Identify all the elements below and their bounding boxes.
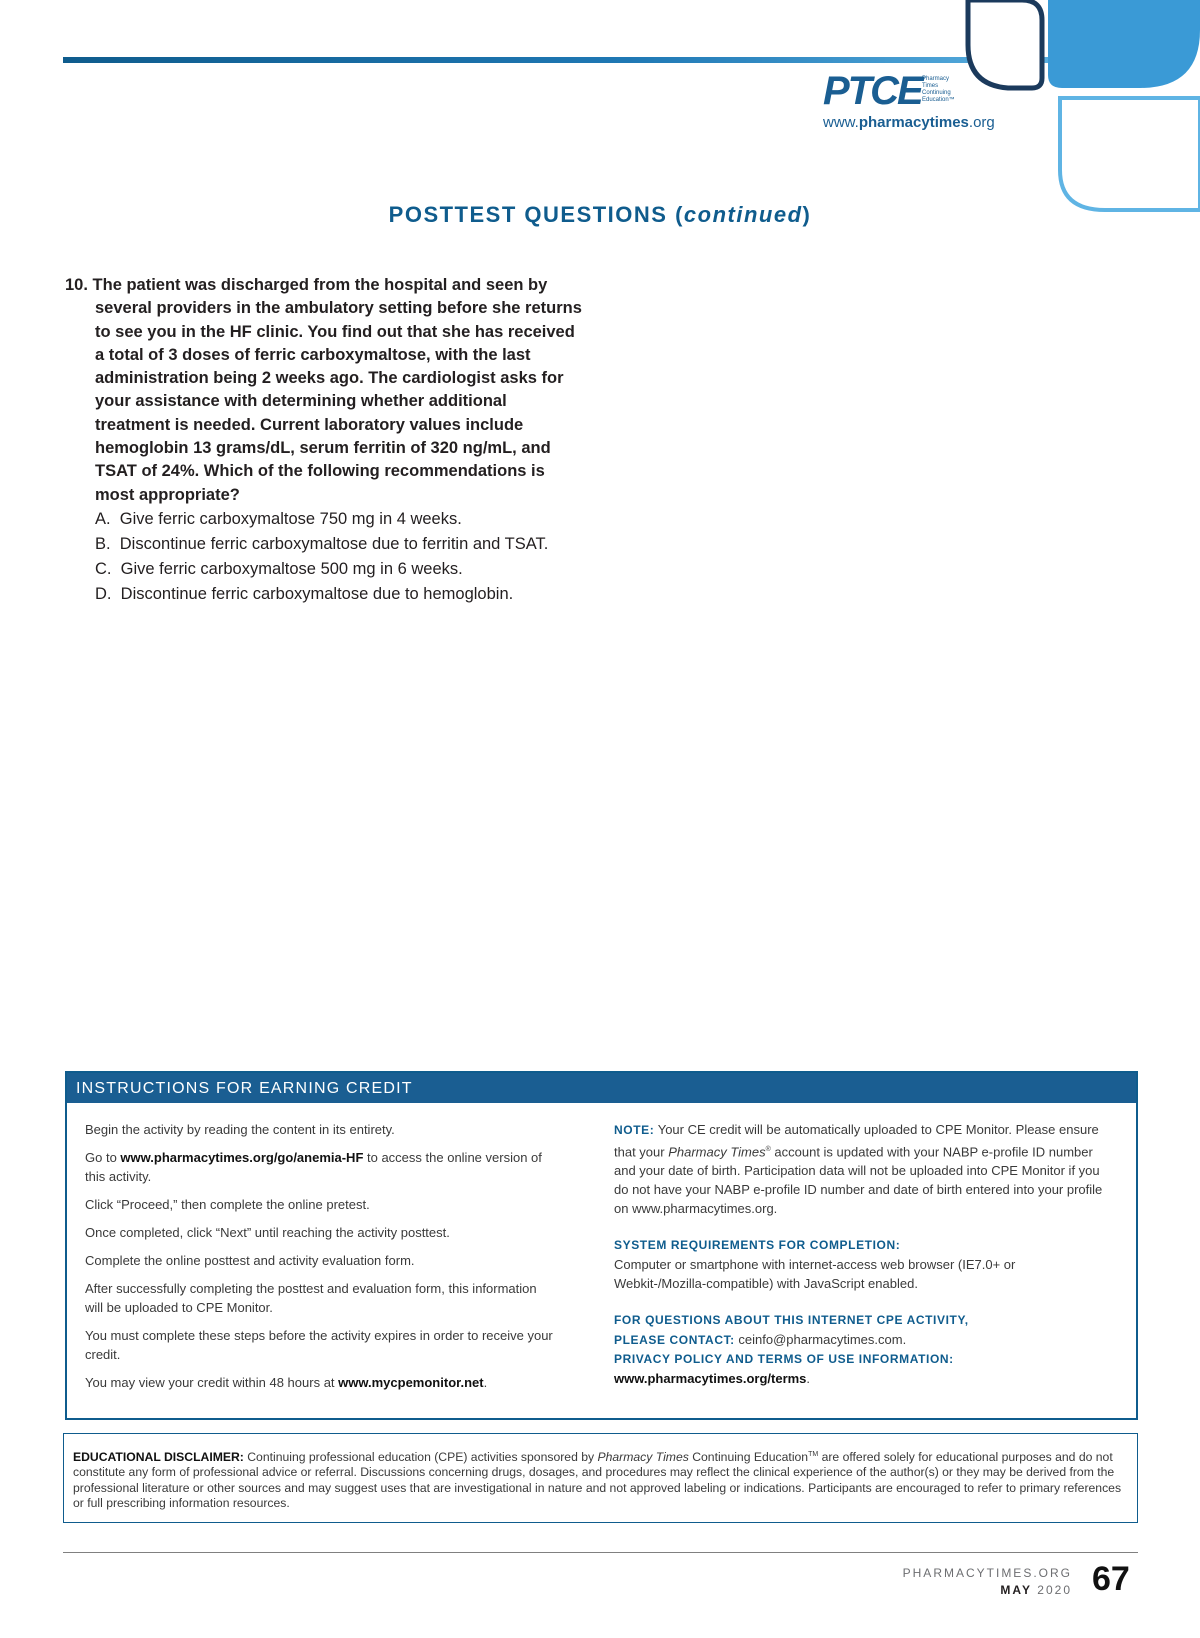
step-6: After successfully completing the posttest and evaluation form, this information will be uploaded to CPE Monitor.: [85, 1281, 537, 1315]
option-text: Discontinue ferric carboxymaltose due to ferritin and TSAT.: [119, 534, 549, 553]
questions-label: FOR QUESTIONS ABOUT THIS INTERNET CPE ACTIVITY,: [614, 1313, 969, 1328]
page-number: 67: [1092, 1560, 1130, 1598]
contact-email[interactable]: ceinfo@pharmacytimes.com.: [734, 1332, 907, 1348]
activity-link[interactable]: www.pharmacytimes.org/go/anemia-HF: [120, 1150, 364, 1165]
note-italic: Pharmacy Times: [668, 1144, 766, 1160]
page-title-main: POSTTEST QUESTIONS (: [388, 202, 684, 227]
instructions-box: [65, 1071, 1138, 1420]
option-letter: D.: [95, 584, 112, 603]
option-text: Give ferric carboxymaltose 500 mg in 6 weeks.: [120, 559, 463, 578]
note-text-a: Your CE credit will be automatically uploaded to CPE Monitor. Please ensure that your: [614, 1122, 1099, 1160]
answer-option-a[interactable]: [65, 507, 585, 532]
disclaimer-italic: Pharmacy Times: [597, 1450, 689, 1465]
site-url-suffix: .org: [968, 114, 995, 131]
corner-decoration: [960, 0, 1200, 230]
instructions-steps: [85, 1120, 555, 1401]
decor-shape-outline: [1060, 98, 1200, 210]
step-2-text-a: Go to: [85, 1150, 121, 1165]
answer-option-b[interactable]: [65, 532, 585, 557]
system-requirements-text: Computer or smartphone with internet-access web browser (IE7.0+ or Webkit-/Mozilla-compatible) with JavaScript enabled.: [614, 1257, 1016, 1292]
option-letter: B.: [95, 534, 111, 553]
site-url-prefix: www.: [823, 114, 859, 131]
disclaimer-text-a: Continuing professional education (CPE) activities sponsored by: [243, 1450, 598, 1465]
answer-option-d[interactable]: [65, 582, 585, 607]
instructions-notes: [614, 1120, 1104, 1388]
ptce-logo-wordmark: PTCE: [823, 69, 922, 113]
option-text: Give ferric carboxymaltose 750 mg in 4 weeks.: [119, 509, 462, 528]
footer-year: 2020: [1031, 1583, 1072, 1597]
system-requirements-label: SYSTEM REQUIREMENTS FOR COMPLETION:: [614, 1238, 901, 1253]
disclaimer-text-b: Continuing Education: [688, 1450, 809, 1465]
step-8: [85, 1373, 555, 1392]
contact-label: PLEASE CONTACT:: [614, 1333, 735, 1348]
registered-mark: ®: [765, 1146, 771, 1153]
privacy-end: .: [806, 1371, 811, 1387]
instructions-title: INSTRUCTIONS FOR EARNING CREDIT: [67, 1073, 1136, 1103]
decor-shape-solid: [1048, 0, 1200, 88]
question-number: 10.: [65, 276, 88, 294]
cpe-monitor-link[interactable]: www.mycpemonitor.net: [338, 1375, 484, 1390]
option-letter: A.: [95, 509, 111, 528]
ptce-sub-line: Times: [922, 83, 939, 89]
note-text-b: account is updated with your NABP e-profile ID number and your date of birth. Participation data will not be uploaded into CPE Monitor if you do not have your NABP e-profile ID number and date of birth entered into your profile on www.pharmacytimes.org.: [614, 1144, 1103, 1217]
question-text: The patient was discharged from the hospital and seen by several providers in the ambulatory setting before she returns to see you in the HF clinic. You find out that she has received a total of 3 doses of ferric carboxymaltose, with the last administration being 2 weeks ago. The cardiologist asks for your assistance with determining whether additional treatment is needed. Current laboratory values include hemoglobin 13 grams/dL, serum ferritin of 320 ng/mL, and TSAT of 24%. Which of the following recommendations is most appropriate?: [92, 276, 582, 504]
answer-option-c[interactable]: [65, 557, 585, 582]
step-1: Begin the activity by reading the content in its entirety.: [85, 1122, 395, 1137]
step-2: [85, 1148, 555, 1186]
privacy-label: PRIVACY POLICY AND TERMS OF USE INFORMATION:: [614, 1352, 954, 1367]
footer-site: PHARMACYTIMES.ORG: [902, 1566, 1072, 1580]
header-rule: [63, 57, 1090, 63]
option-text: Discontinue ferric carboxymaltose due to hemoglobin.: [120, 584, 514, 603]
disclaimer-text-c: are offered solely for educational purposes and do not constitute any form of professional advice or referral. Discussions concerning drugs, dosages, and procedures may reflect the clinical experience of the author(s) or they may be derived from the professional literature or other sources and may suggest uses that are investigational in nature and not approved labeling or indications. Participants are encouraged to refer to primary references or full prescribing information resources.: [73, 1450, 1122, 1510]
footer-month: MAY: [1000, 1583, 1032, 1597]
step-4: Once completed, click “Next” until reaching the activity posttest.: [85, 1225, 450, 1240]
site-url-bold: pharmacytimes: [858, 114, 969, 131]
step-3: Click “Proceed,” then complete the online pretest.: [85, 1197, 370, 1212]
educational-disclaimer: [63, 1433, 1138, 1523]
privacy-link[interactable]: www.pharmacytimes.org/terms: [614, 1371, 807, 1387]
footer-date: [870, 1583, 1072, 1597]
note-label: NOTE:: [614, 1123, 655, 1137]
question-10: [65, 274, 585, 607]
page-title: [0, 202, 1200, 228]
step-8-text-b: .: [483, 1375, 488, 1390]
ptce-sub-line: Continuing: [922, 90, 951, 96]
note-paragraph: [614, 1120, 1104, 1218]
ptce-sub-line: Education™: [922, 97, 955, 103]
step-2-text-b: to access the online version of this activity.: [85, 1150, 542, 1184]
disclaimer-label: EDUCATIONAL DISCLAIMER:: [73, 1450, 244, 1465]
site-url[interactable]: [823, 114, 995, 131]
step-5: Complete the online posttest and activity evaluation form.: [85, 1253, 415, 1268]
page-title-close: ): [802, 202, 812, 227]
decor-shape-dark: [968, 0, 1042, 88]
option-letter: C.: [95, 559, 112, 578]
page-title-italic: continued: [683, 202, 803, 227]
footer-rule: [63, 1552, 1138, 1553]
step-7: You must complete these steps before the activity expires in order to receive your credit.: [85, 1328, 553, 1362]
ptce-sub-line: Pharmacy: [922, 76, 950, 82]
step-8-text-a: You may view your credit within 48 hours at: [85, 1375, 339, 1390]
privacy-line: [614, 1369, 1104, 1388]
ptce-logo-subtext: [922, 76, 955, 104]
question-stem: [65, 274, 585, 507]
contact-line: [614, 1330, 1104, 1350]
trademark-mark: TM: [808, 1451, 819, 1458]
